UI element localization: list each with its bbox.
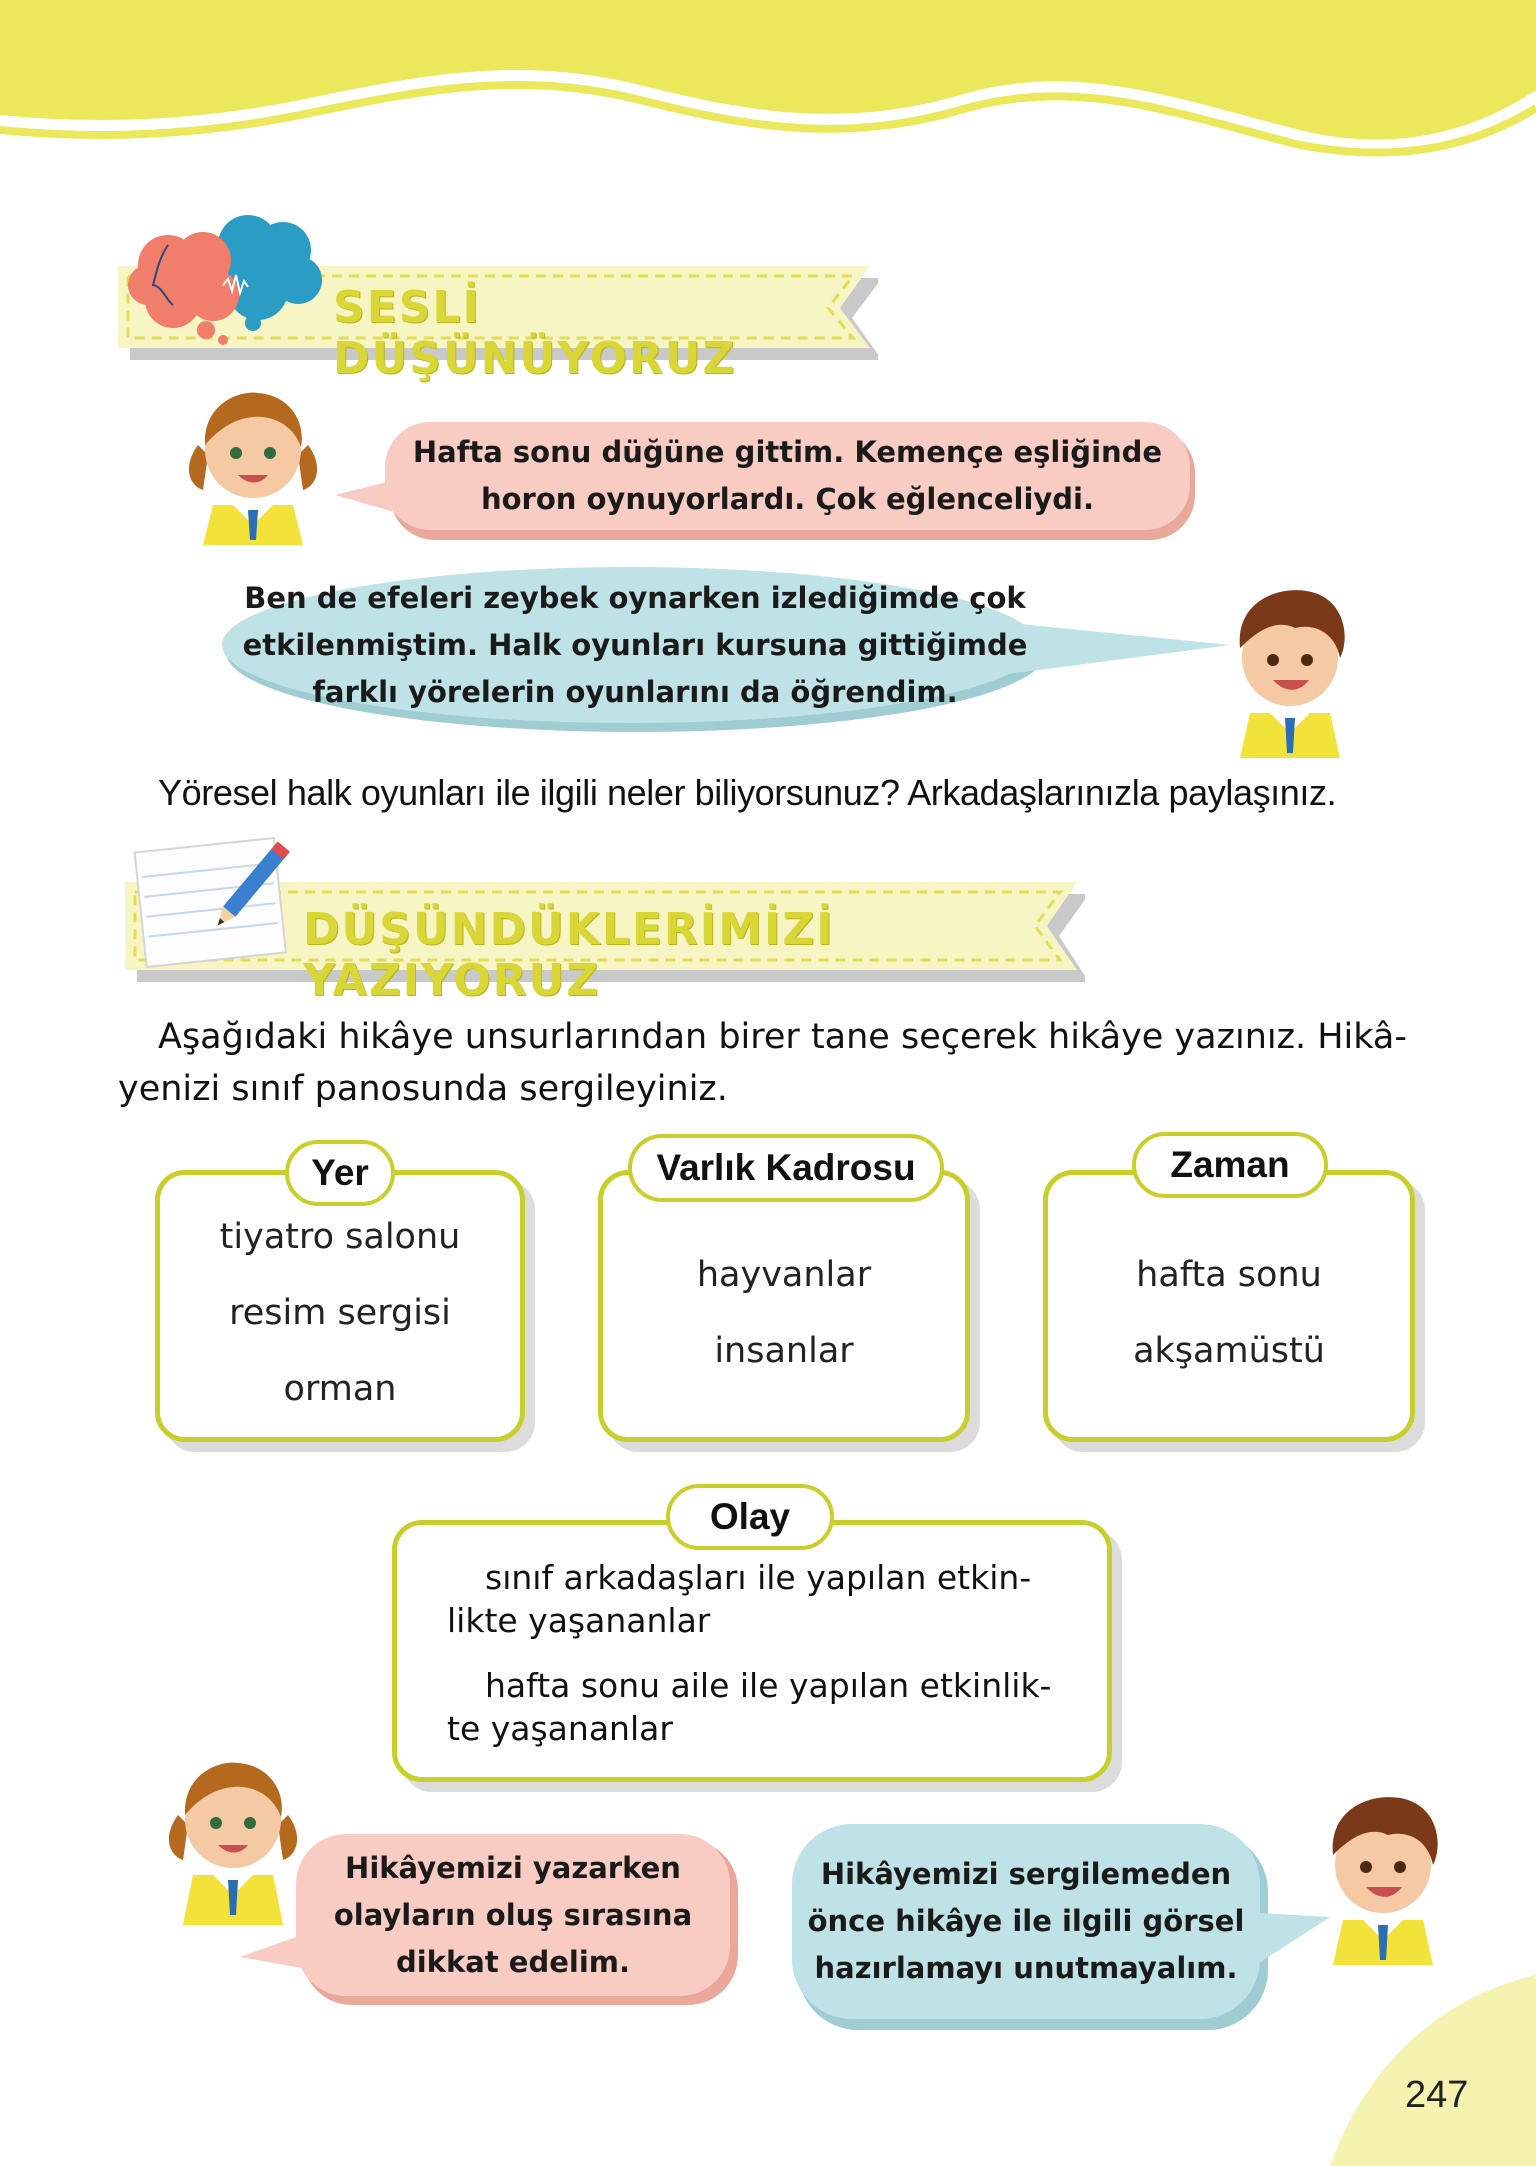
varlik-item-2: insanlar [714, 1331, 854, 1371]
yer-item-2: resim sergisi [229, 1293, 451, 1333]
bubble-text-3: Hikâyemizi yazarken olayların oluş sırasına dikkat edelim. [333, 1850, 693, 1979]
page-number: 247 [1405, 2074, 1469, 2116]
box-title-zaman: Zaman [1132, 1132, 1328, 1198]
speech-bubble-girl-1 [335, 420, 1200, 532]
olay-item-2-line-2: te yaşananlar [447, 1709, 673, 1748]
top-wave-decoration [0, 0, 1536, 160]
bubble-text-4: Hikâyemizi sergilemeden önce hikâye ile ilgili görsel hazırlamayı unutmayalım. [807, 1857, 1245, 1985]
speech-bubble-girl-2 [240, 1832, 740, 2007]
girl-character-1 [178, 375, 328, 545]
zaman-item-2: akşamüstü [1133, 1331, 1325, 1371]
zaman-item-1: hafta sonu [1136, 1255, 1322, 1295]
yer-item-1: tiyatro salonu [219, 1217, 461, 1257]
olay-item-1-line-1: sınıf arkadaşları ile yapılan etkin- [485, 1558, 1032, 1597]
note-pencil-icon [130, 830, 300, 970]
thinking-heads-icon [128, 205, 328, 345]
varlik-item-1: hayvanlar [696, 1255, 872, 1295]
corner-decoration [1310, 1975, 1536, 2166]
box-title-varlik: Varlık Kadrosu [628, 1134, 944, 1202]
bubble-text-1: Hafta sonu düğüne gittim. Kemençe eşliğinde horon oynuyorlardı. Çok eğlenceliydi. [412, 435, 1163, 516]
box-olay [392, 1520, 1112, 1782]
section-title-sesli: SESLİ DÜŞÜNÜYORUZ [333, 282, 737, 384]
box-varlik [598, 1170, 970, 1442]
boy-character-2 [1308, 1785, 1458, 1965]
speech-bubble-boy-2 [790, 1822, 1330, 2027]
yer-item-3: orman [283, 1369, 397, 1409]
instruction-line-1: Aşağıdaki hikâye unsurlarından birer tane seçerek hikâye yazınız. Hikâ- [158, 1017, 1407, 1057]
bubble-text-2: Ben de efeleri zeybek oynarken izlediğimde çok etkilenmiştim. Halk oyunları kursuna gittiğimde farklı yörelerin oyunlarını da öğrendim. [242, 580, 1028, 709]
box-yer [155, 1170, 525, 1442]
instruction-line-2: yenizi sınıf panosunda sergileyiniz. [118, 1069, 728, 1109]
olay-item-2-line-1: hafta sonu aile ile yapılan etkinlik- [485, 1666, 1052, 1705]
box-title-yer: Yer [285, 1140, 395, 1206]
box-zaman [1043, 1170, 1415, 1442]
speech-bubble-boy-1 [220, 565, 1230, 725]
box-title-olay: Olay [666, 1484, 834, 1550]
section1-question: Yöresel halk oyunları ile ilgili neler biliyorsunuz? Arkadaşlarınızla paylaşınız. [158, 772, 1337, 813]
boy-character-1 [1215, 578, 1365, 758]
section-title-yaziyoruz: DÜŞÜNDÜKLERİMİZİ YAZIYORUZ [303, 904, 835, 1006]
olay-item-1-line-2: likte yaşananlar [447, 1601, 711, 1640]
